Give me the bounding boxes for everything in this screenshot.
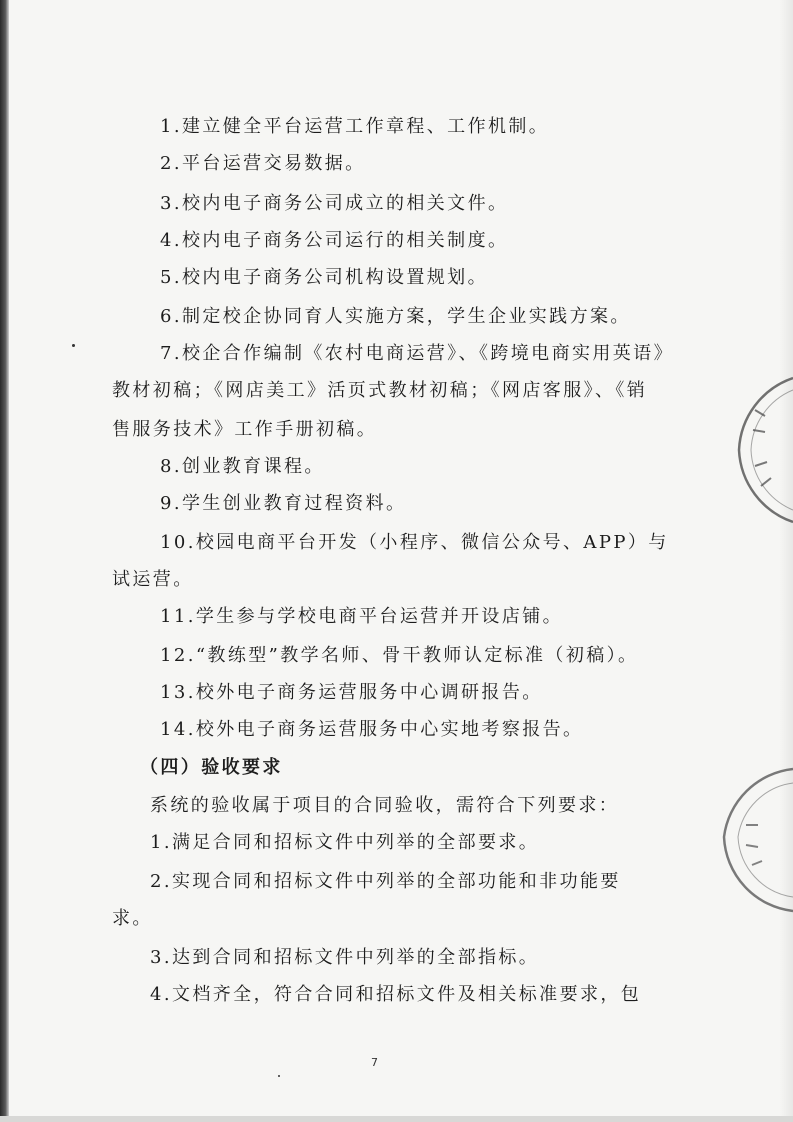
list-item-continuation: 售服务技术》工作手册初稿。 <box>112 419 378 440</box>
list-item: 6.制定校企协同育人实施方案，学生企业实践方案。 <box>160 306 631 327</box>
list-item: 4.校内电子商务公司运行的相关制度。 <box>160 230 509 251</box>
list-item-continuation: 求。 <box>112 908 153 929</box>
list-item: 14.校外电子商务运营服务中心实地考察报告。 <box>160 719 584 740</box>
list-item: 2.平台运营交易数据。 <box>160 153 366 174</box>
partial-seal-lower <box>712 765 793 915</box>
list-item-continuation: 试运营。 <box>112 569 194 590</box>
paragraph: 系统的验收属于项目的合同验收，需符合下列要求： <box>150 795 620 816</box>
page-number: 7 <box>371 1056 378 1069</box>
list-item: 11.学生参与学校电商平台运营并开设店铺。 <box>160 606 564 627</box>
list-item: 9.学生创业教育过程资料。 <box>160 493 407 514</box>
scan-bottom-edge <box>0 1116 793 1122</box>
list-item: 4.文档齐全，符合合同和招标文件及相关标准要求，包 <box>150 984 642 1005</box>
list-item: 3.达到合同和招标文件中列举的全部指标。 <box>150 947 540 968</box>
list-item: 12.“教练型”教学名师、骨干教师认定标准（初稿）。 <box>160 645 639 666</box>
scan-left-edge <box>0 0 9 1122</box>
scan-right-shadow <box>779 0 793 1122</box>
list-item: 3.校内电子商务公司成立的相关文件。 <box>160 193 509 214</box>
list-item: 2.实现合同和招标文件中列举的全部功能和非功能要 <box>150 871 621 892</box>
list-item: 1.满足合同和招标文件中列举的全部要求。 <box>150 832 540 853</box>
partial-seal-upper <box>725 370 793 530</box>
section-heading: （四）验收要求 <box>140 757 283 778</box>
scan-speck <box>72 344 75 347</box>
list-item-continuation: 教材初稿；《网店美工》活页式教材初稿；《网店客服》、《销 <box>112 380 648 401</box>
list-item: 10.校园电商平台开发（小程序、微信公众号、APP）与 <box>160 532 669 553</box>
list-item: 1.建立健全平台运营工作章程、工作机制。 <box>160 116 550 137</box>
list-item: 13.校外电子商务运营服务中心调研报告。 <box>160 682 543 703</box>
list-item: 5.校内电子商务公司机构设置规划。 <box>160 267 488 288</box>
list-item: 8.创业教育课程。 <box>160 456 325 477</box>
list-item: 7.校企合作编制《农村电商运营》、《跨境电商实用英语》 <box>160 343 674 364</box>
scan-speck <box>278 1075 280 1077</box>
